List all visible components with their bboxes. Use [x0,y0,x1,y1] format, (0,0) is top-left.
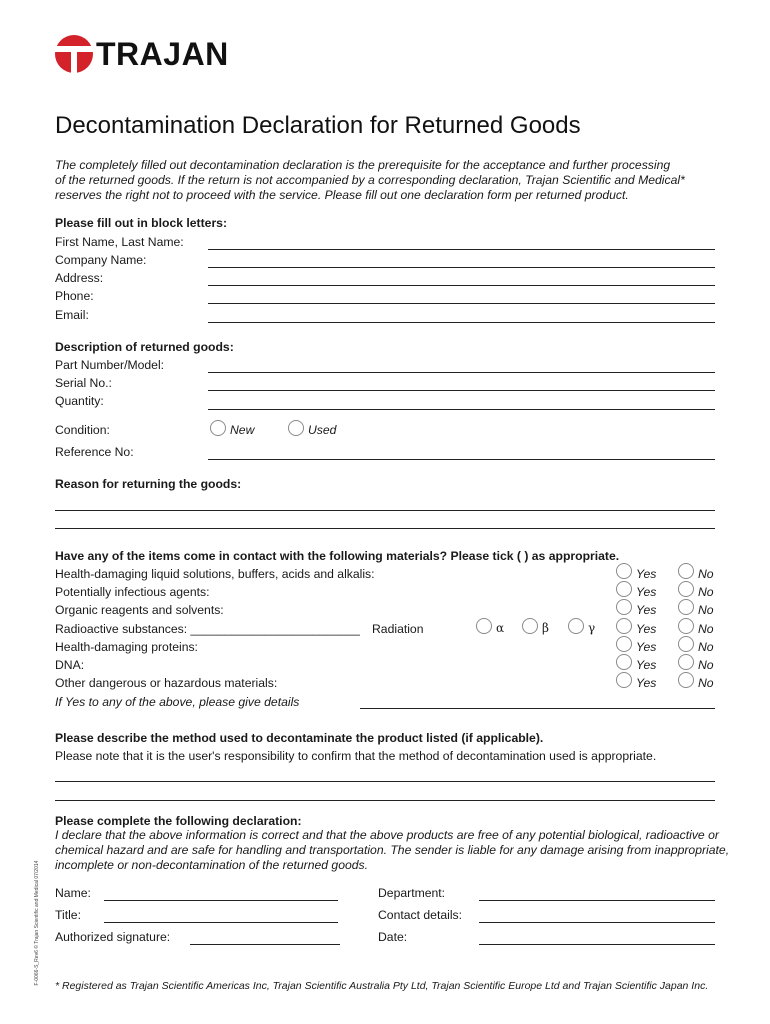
condition-new-label: New [230,423,255,437]
infectious-no-label: No [698,585,714,599]
organic-no-radio[interactable] [678,599,694,615]
organic-yes-label: Yes [636,603,657,617]
phone-label: Phone: [55,289,94,303]
name-label: Name: [55,886,91,900]
radioactive-no-label: No [698,622,714,636]
serial-number-label: Serial No.: [55,376,112,390]
decon-heading: Please describe the method used to decontaminate the product listed (if applicable). [55,731,544,745]
dna-no-radio[interactable] [678,654,694,670]
condition-used-label: Used [308,423,337,437]
material-radioactive-label: Radioactive substances: _________________________ [55,622,360,636]
radioactive-yes-label: Yes [636,622,657,636]
radiation-beta-label: β [542,621,549,635]
serial-number-field[interactable] [208,390,715,391]
other-yes-label: Yes [636,676,657,690]
name-field[interactable] [104,900,338,901]
liquids-yes-radio[interactable] [616,563,632,579]
radiation-alpha-radio[interactable] [476,618,492,634]
trajan-logo [54,34,244,74]
other-no-radio[interactable] [678,672,694,688]
if-yes-details-field[interactable] [360,708,715,709]
first-last-name-label: First Name, Last Name: [55,235,184,249]
condition-label: Condition: [55,423,110,437]
organic-yes-radio[interactable] [616,599,632,615]
department-label: Department: [378,886,446,900]
date-label: Date: [378,930,408,944]
reference-number-field[interactable] [208,459,715,460]
proteins-no-radio[interactable] [678,636,694,652]
material-liquids-label: Health-damaging liquid solutions, buffers, acids and alkalis: [55,567,375,581]
trajan-logo-icon [54,34,94,74]
dna-no-label: No [698,658,714,672]
goods-heading: Description of returned goods: [55,340,234,354]
liquids-no-radio[interactable] [678,563,694,579]
radiation-alpha-label: α [496,621,505,635]
quantity-label: Quantity: [55,394,104,408]
radioactive-yes-radio[interactable] [616,618,632,634]
contact-details-label: Contact details: [378,908,463,922]
declaration-line: I declare that the above information is correct and that the above products are free of any potential biological, radioactive or [55,828,719,842]
intro-line: The completely filled out decontamination declaration is the prerequisite for the acceptance and further processing [55,158,671,172]
email-label: Email: [55,308,89,322]
title-field[interactable] [104,922,338,923]
radiation-gamma-radio[interactable] [568,618,584,634]
intro-line: reserves the right not to proceed with the service. Please fill out one declaration form per returned product. [55,188,629,202]
part-number-label: Part Number/Model: [55,358,165,372]
reason-field-line-1[interactable] [55,510,715,511]
decon-field-line-1[interactable] [55,781,715,782]
declaration-line: incomplete or non-decontamination of the returned goods. [55,858,369,872]
material-organic-label: Organic reagents and solvents: [55,603,224,617]
if-yes-details-label: If Yes to any of the above, please give details [55,695,300,709]
date-field[interactable] [479,944,715,945]
infectious-yes-radio[interactable] [616,581,632,597]
department-field[interactable] [479,900,715,901]
proteins-yes-radio[interactable] [616,636,632,652]
proteins-no-label: No [698,640,714,654]
reference-number-label: Reference No: [55,445,134,459]
company-name-label: Company Name: [55,253,147,267]
trajan-logo-wordmark: TRAJAN [96,36,229,72]
quantity-field[interactable] [208,409,715,410]
dna-yes-radio[interactable] [616,654,632,670]
radiation-gamma-label: γ [588,621,596,635]
materials-heading: Have any of the items come in contact with the following materials? Please tick ( ) as appropriate. [55,549,620,563]
email-field[interactable] [208,322,715,323]
contact-heading: Please fill out in block letters: [55,216,228,230]
signature-label: Authorized signature: [55,930,171,944]
material-dna-label: DNA: [55,658,85,672]
other-yes-radio[interactable] [616,672,632,688]
infectious-no-radio[interactable] [678,581,694,597]
reason-heading: Reason for returning the goods: [55,477,242,491]
declaration-heading: Please complete the following declaration: [55,814,302,828]
radiation-beta-radio[interactable] [522,618,538,634]
first-last-name-field[interactable] [208,249,715,250]
infectious-yes-label: Yes [636,585,657,599]
address-label: Address: [55,271,104,285]
phone-field[interactable] [208,303,715,304]
address-field[interactable] [208,285,715,286]
footnote: * Registered as Trajan Scientific Americas Inc, Trajan Scientific Australia Pty Ltd, Trajan Scientific Europe Ltd and Trajan Scientific Japan Inc. [55,980,709,992]
page-title: Decontamination Declaration for Returned Goods [55,112,581,139]
title-label: Title: [55,908,81,922]
material-infectious-label: Potentially infectious agents: [55,585,210,599]
other-no-label: No [698,676,714,690]
decon-note: Please note that it is the user's responsibility to confirm that the method of decontamination used is appropriate. [55,749,657,763]
liquids-yes-label: Yes [636,567,657,581]
contact-details-field[interactable] [479,922,715,923]
liquids-no-label: No [698,567,714,581]
material-other-label: Other dangerous or hazardous materials: [55,676,278,690]
dna-yes-label: Yes [636,658,657,672]
radioactive-no-radio[interactable] [678,618,694,634]
radiation-label: Radiation [372,622,424,636]
intro-line: of the returned goods. If the return is not accompanied by a corresponding declaration, Trajan Scientific and Medical* [55,173,685,187]
company-name-field[interactable] [208,267,715,268]
condition-new-radio[interactable] [210,420,226,436]
material-proteins-label: Health-damaging proteins: [55,640,198,654]
reason-field-line-2[interactable] [55,528,715,529]
signature-field[interactable] [190,944,340,945]
declaration-line: chemical hazard and are safe for handling and transportation. The sender is liable for any damage arising from inappropriate, [55,843,730,857]
decon-field-line-2[interactable] [55,800,715,801]
part-number-field[interactable] [208,372,715,373]
condition-used-radio[interactable] [288,420,304,436]
organic-no-label: No [698,603,714,617]
proteins-yes-label: Yes [636,640,657,654]
form-revision-note: F-0066-S_Rev6 © Trajan Scientific and Medical 07/2014 [34,860,40,986]
